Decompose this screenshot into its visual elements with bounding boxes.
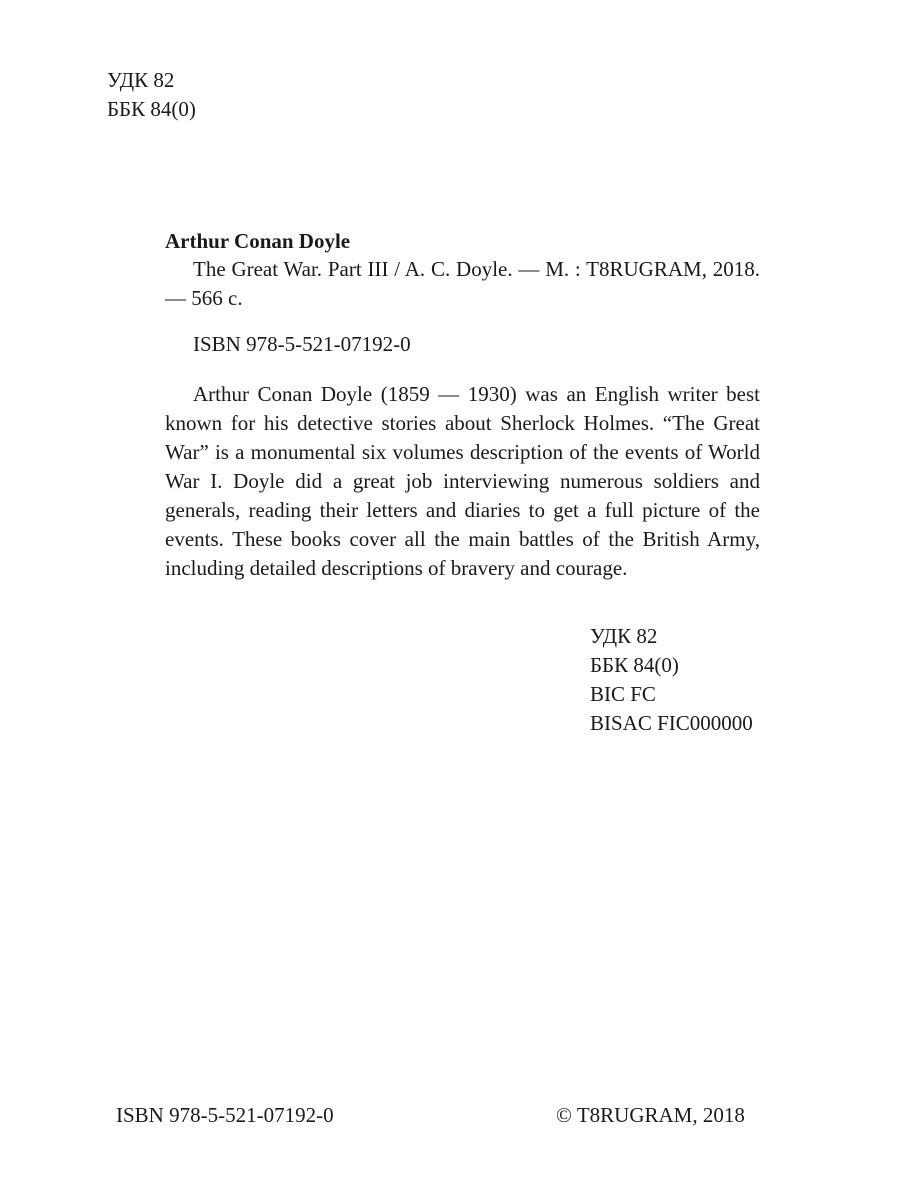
copyright-notice: © T8RUGRAM, 2018: [556, 1103, 745, 1127]
bbk-code-top: ББК 84(0): [107, 97, 196, 121]
footer-isbn: ISBN 978-5-521-07192-0: [116, 1103, 334, 1127]
bisac-code: BISAC FIC000000: [590, 711, 753, 735]
isbn-record: ISBN 978-5-521-07192-0: [193, 332, 411, 356]
classification-block: [590, 622, 753, 738]
bic-code: BIC FC: [590, 682, 656, 706]
bibliographic-citation: The Great War. Part III / A. C. Doyle. — M. : T8RUGRAM, 2018. — 566 с.: [165, 257, 760, 310]
udk-code-top: УДК 82: [107, 68, 175, 92]
author-heading: Arthur Conan Doyle: [165, 229, 351, 253]
bbk-code: ББК 84(0): [590, 653, 679, 677]
annotation-paragraph: Arthur Conan Doyle (1859 — 1930) was an English writer best known for his detective stories about Sherlock Holmes. “The Great War” is a monumental six volumes description of the events of World War I. Doyle did a great job interviewing numerous soldiers and generals, reading their letters and diaries to get a full picture of the events. These books cover all the main battles of the British Army, including detailed descriptions of bravery and courage.: [165, 382, 760, 580]
udk-code: УДК 82: [590, 624, 658, 648]
